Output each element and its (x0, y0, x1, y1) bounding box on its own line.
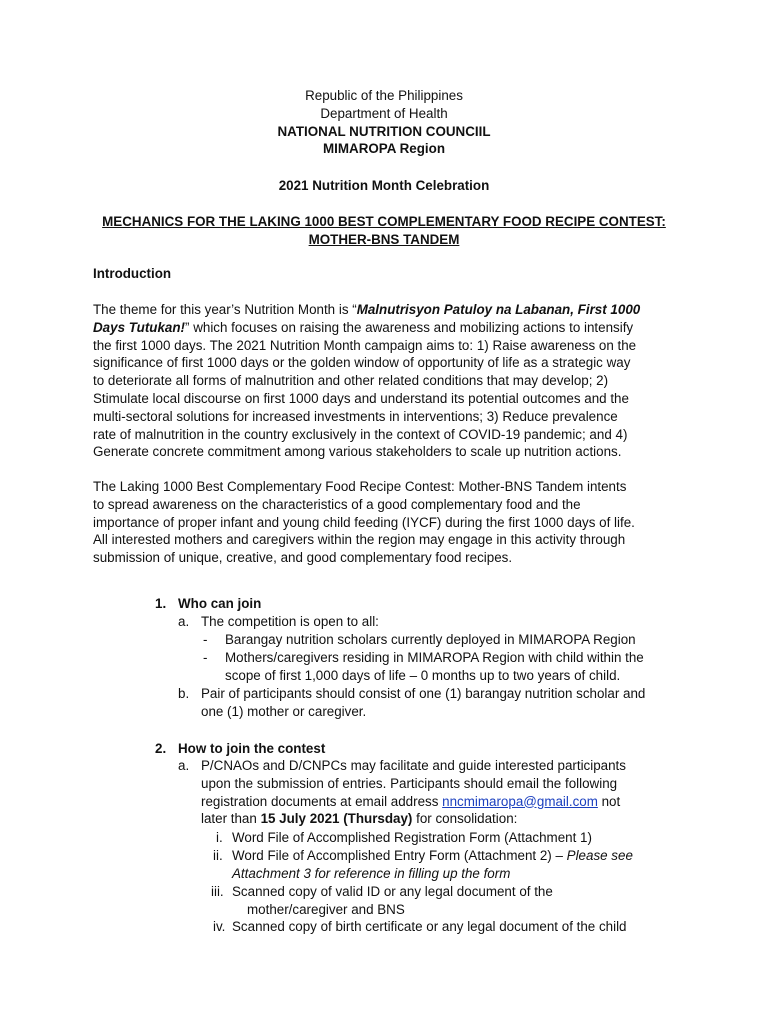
item-ii-text-main: Word File of Accomplished Entry Form (Attachment 2) – (232, 848, 567, 863)
s2a-l1: P/CNAOs and D/CNPCs may facilitate and guide interested participants (201, 758, 626, 773)
item-iv-label: iv. (213, 919, 226, 934)
event-title: 2021 Nutrition Month Celebration (278, 178, 490, 193)
p2-l3: importance of proper infant and young child feeding (IYCF) during the first 1000 days of life. (93, 514, 635, 530)
p2-l5: submission of unique, creative, and good complementary food recipes. (93, 550, 513, 566)
section1-b-label: b. (178, 686, 190, 701)
item-ii-italic1: Please see (566, 848, 633, 863)
p1-l2-post: ” which focuses on raising the awareness and mobilizing actions to intensify (185, 319, 634, 335)
email-link[interactable]: nncmimaropa@gmail.com (442, 793, 598, 809)
contest-title (0, 213, 768, 249)
header-council: NATIONAL NUTRITION COUNCIIL (277, 123, 491, 139)
section1-a-text: The competition is open to all: (201, 614, 379, 629)
theme-italic-2: Days Tutukan! (93, 319, 186, 335)
section1-heading: Who can join (178, 596, 262, 611)
p1-l9: Generate concrete commitment among various stakeholders to scale up nutrition actions. (93, 444, 622, 460)
p2-l2: to spread awareness on the characteristics of a good complementary food and the (93, 496, 581, 512)
s2a-l4-pre: later than (201, 811, 261, 827)
section1-dash1-text: Barangay nutrition scholars currently deployed in MIMAROPA Region (225, 632, 636, 647)
contest-title-line1: MECHANICS FOR THE LAKING 1000 BEST COMPLEMENTARY FOOD RECIPE CONTEST: (102, 214, 666, 229)
p1-l5: to deteriorate all forms of malnutrition and other related conditions that may develop; 2) (93, 373, 609, 389)
section2-heading: How to join the contest (178, 741, 326, 756)
s2a-l3-post: not (597, 793, 621, 809)
intro-paragraph-1 (93, 301, 693, 461)
b-text-1b: barangay nutrition scholar and (465, 686, 646, 701)
theme-italic-1: Malnutrisyon Patuloy na Labanan, First 1000 (356, 302, 641, 317)
section1-dash1: - (203, 632, 208, 647)
p1-l1-pre: The theme for this year’s Nutrition Month is “ (93, 302, 357, 317)
section1-dash2-text (225, 649, 644, 685)
b-text-2: one (1) mother or caregiver. (201, 703, 367, 719)
contest-title-line2: MOTHER-BNS TANDEM (308, 231, 460, 247)
intro-heading: Introduction (93, 266, 172, 281)
dash2-text-1b: with child within the (528, 650, 644, 665)
p1-l3: the first 1000 days. The 2021 Nutrition Month campaign aims to: 1) Raise awareness on the (93, 337, 637, 353)
p1-l7: multi-sectoral solutions for increased investments in interventions; 3) Reduce prevalence (93, 408, 618, 424)
section1-dash2: - (203, 650, 208, 665)
section1-number: 1. (155, 596, 167, 611)
item-ii-label: ii. (213, 848, 223, 863)
p2-l1: The Laking 1000 Best Complementary Food Recipe Contest: Mother-BNS Tandem intents (93, 479, 627, 494)
section1-b-text (201, 685, 645, 721)
intro-paragraph-2 (93, 478, 693, 567)
s2a-l2: upon the submission of entries. Participants should email the following (201, 775, 618, 791)
p2-l4: All interested mothers and caregivers within the region may engage in this activity through (93, 532, 626, 548)
item-iii-label: iii. (211, 884, 224, 899)
item-i-label: i. (216, 830, 223, 845)
p1-l6: Stimulate local discourse on first 1000 days and understand its potential outcomes and the (93, 390, 629, 406)
header-republic: Republic of the Philippines (305, 88, 463, 103)
p1-l4: significance of first 1000 days or the golden window of opportunity of life as a strategic way (93, 355, 631, 371)
dash2-text-1a: Mothers/caregivers residing in MIMAROPA Region (225, 650, 529, 665)
item-iii-text (232, 883, 553, 919)
header-region: MIMAROPA Region (323, 141, 445, 157)
p1-l8: rate of malnutrition in the country exclusively in the context of COVID-19 pandemic; and 4) (93, 426, 628, 442)
document-header (0, 87, 768, 158)
item-iii-text2: mother/caregiver and BNS (247, 901, 405, 917)
item-iii-text1: Scanned copy of valid ID or any legal document of the (232, 884, 553, 899)
item-iv-text: Scanned copy of birth certificate or any legal document of the child (232, 919, 627, 934)
deadline: 15 July 2021 (Thursday) (260, 811, 413, 827)
item-ii-italic2: Attachment 3 for reference in filling up the form (232, 865, 511, 881)
dash2-text-2: scope of first 1,000 days of life – 0 months up to two years of child. (225, 667, 621, 683)
item-ii-text (232, 847, 633, 883)
section2-number: 2. (155, 741, 167, 756)
section1-a-label: a. (178, 614, 190, 629)
section2-a-label: a. (178, 758, 190, 773)
s2a-l3-pre: registration documents at email address (201, 793, 443, 809)
b-text-1a: Pair of participants should consist of one (1) (201, 686, 466, 701)
header-department: Department of Health (320, 105, 448, 121)
section2-a-text (201, 757, 626, 828)
s2a-l4-post: for consolidation: (412, 811, 518, 827)
item-i-text: Word File of Accomplished Registration Form (Attachment 1) (232, 830, 592, 845)
